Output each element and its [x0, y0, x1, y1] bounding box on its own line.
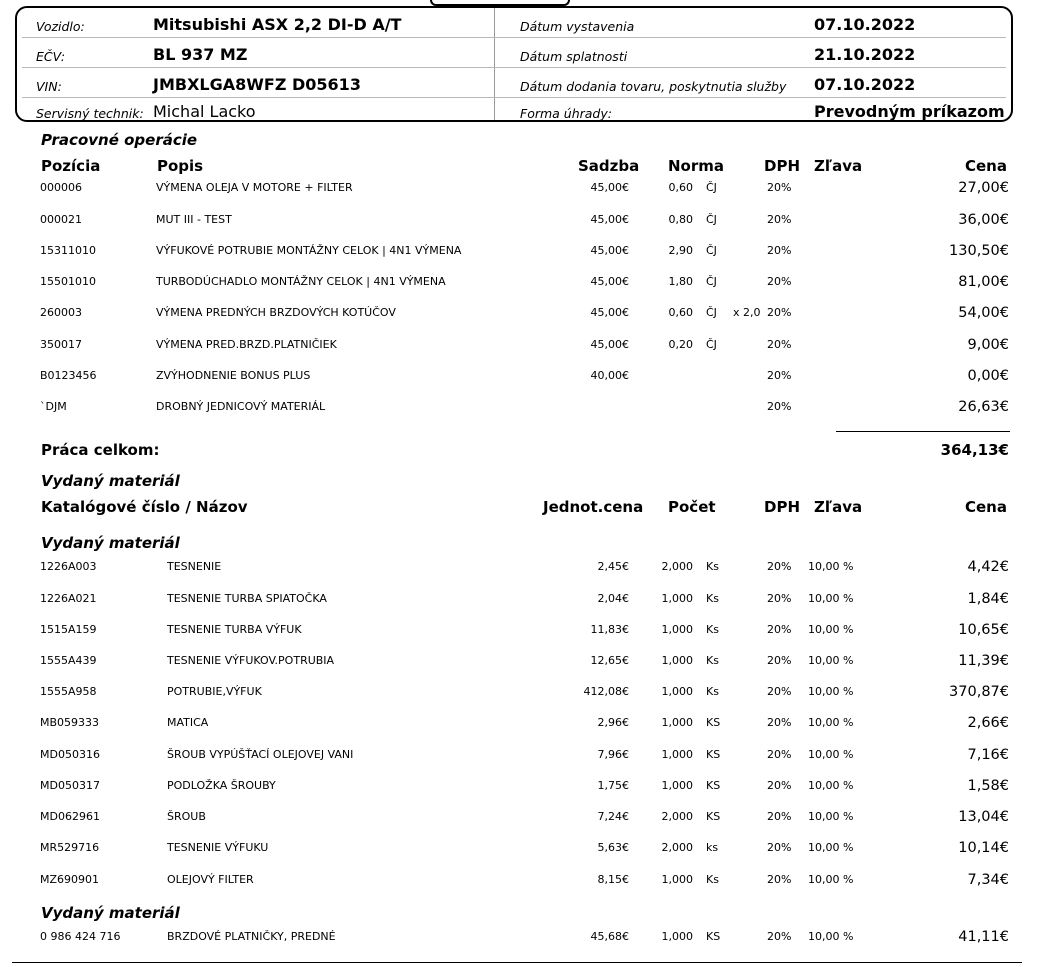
row-unit: Ks — [706, 685, 719, 698]
row-unit: ČJ — [706, 306, 717, 319]
work-row — [0, 306, 1057, 326]
row-unit: KS — [706, 779, 721, 792]
row-price: 26,63€ — [958, 399, 1009, 415]
row-quantity: 1,000 — [661, 716, 693, 729]
row-description: VÝMENA PREDNÝCH BRZDOVÝCH KOTÚČOV — [156, 306, 396, 319]
total-rule — [836, 431, 1010, 432]
row-catalog-number: 1515A159 — [40, 623, 97, 636]
row-price: 7,34€ — [967, 872, 1009, 888]
row-price: 11,39€ — [958, 653, 1009, 669]
vehicle-label: Vozidlo: — [36, 19, 85, 34]
plate-label: EČV: — [36, 49, 66, 64]
row-name: ŠROUB — [167, 810, 206, 823]
row-vat: 20% — [767, 716, 792, 729]
col-norm: Norma — [668, 157, 725, 175]
technician-label: Servisný technik: — [36, 106, 144, 121]
row-vat: 20% — [767, 400, 792, 413]
issue-date-value: 07.10.2022 — [814, 15, 916, 34]
row-quantity: 1,000 — [661, 779, 693, 792]
work-total-label: Práca celkom: — [41, 441, 160, 459]
col-description: Popis — [157, 157, 204, 175]
row-description: DROBNÝ JEDNICOVÝ MATERIÁL — [156, 400, 326, 413]
row-vat: 20% — [767, 306, 792, 319]
material-row — [0, 623, 1057, 643]
row-position: 000006 — [40, 181, 82, 194]
row-unit-price: 11,83€ — [590, 623, 629, 636]
row-vat: 20% — [767, 560, 792, 573]
row-position: B0123456 — [40, 369, 97, 382]
row-unit: ČJ — [706, 338, 717, 351]
row-unit: Ks — [706, 873, 719, 886]
row-name: POTRUBIE,VÝFUK — [167, 685, 262, 698]
material-row — [0, 930, 1057, 950]
row-unit-price: 7,96€ — [597, 748, 629, 761]
col-discount: Zľava — [814, 498, 863, 516]
row-unit: KS — [706, 716, 721, 729]
row-position: 15311010 — [40, 244, 96, 257]
row-unit-price: 45,68€ — [590, 930, 629, 943]
material-row — [0, 716, 1057, 736]
col-unit-price: Jednot.cena — [543, 498, 644, 516]
row-vat: 20% — [767, 779, 792, 792]
row-price: 7,16€ — [967, 747, 1009, 763]
row-price: 1,58€ — [967, 778, 1009, 794]
row-quantity: 1,000 — [661, 592, 693, 605]
row-quantity: 1,000 — [661, 873, 693, 886]
row-rate: 45,00€ — [590, 275, 629, 288]
row-name: TESNENIE TURBA VÝFUK — [167, 623, 302, 636]
row-unit-price: 2,45€ — [597, 560, 629, 573]
row-catalog-number: MD050317 — [40, 779, 100, 792]
col-quantity: Počet — [668, 498, 716, 516]
row-unit-price: 8,15€ — [597, 873, 629, 886]
row-norm: 2,90 — [668, 244, 693, 257]
row-name: TESNENIE TURBA SPIATOČKA — [167, 592, 327, 605]
row-unit: Ks — [706, 560, 719, 573]
row-unit: ks — [706, 841, 719, 854]
header-divider — [494, 8, 495, 120]
row-price: 0,00€ — [967, 368, 1009, 384]
row-rate: 45,00€ — [590, 338, 629, 351]
delivery-date-label: Dátum dodania tovaru, poskytnutia služby — [520, 79, 787, 94]
row-catalog-number: MD062961 — [40, 810, 100, 823]
row-description: ZVÝHODNENIE BONUS PLUS — [156, 369, 311, 382]
row-description: VÝMENA OLEJA V MOTORE + FILTER — [156, 181, 353, 194]
row-unit: ČJ — [706, 181, 717, 194]
material-section-title: Vydaný materiál — [41, 472, 180, 490]
due-date-label: Dátum splatnosti — [520, 49, 628, 64]
row-vat: 20% — [767, 873, 792, 886]
row-unit: KS — [706, 930, 721, 943]
row-name: PODLOŽKA ŠROUBY — [167, 779, 276, 792]
row-discount: 10,00 % — [808, 841, 854, 854]
row-discount: 10,00 % — [808, 930, 854, 943]
row-quantity: 1,000 — [661, 654, 693, 667]
row-unit-price: 7,24€ — [597, 810, 629, 823]
vin-label: VIN: — [36, 79, 62, 94]
row-price: 81,00€ — [958, 274, 1009, 290]
row-position: `DJM — [40, 400, 67, 413]
row-vat: 20% — [767, 369, 792, 382]
col-price: Cena — [965, 157, 1007, 175]
row-vat: 20% — [767, 841, 792, 854]
row-norm: 0,80 — [668, 213, 693, 226]
work-row — [0, 400, 1057, 420]
row-vat: 20% — [767, 244, 792, 257]
row-discount: 10,00 % — [808, 873, 854, 886]
row-vat: 20% — [767, 623, 792, 636]
row-norm: 1,80 — [668, 275, 693, 288]
row-discount: 10,00 % — [808, 560, 854, 573]
row-vat: 20% — [767, 930, 792, 943]
row-vat: 20% — [767, 338, 792, 351]
row-quantity: 1,000 — [661, 685, 693, 698]
row-quantity: 1,000 — [661, 930, 693, 943]
row-unit-price: 12,65€ — [590, 654, 629, 667]
technician-value: Michal Lacko — [153, 102, 256, 121]
row-discount: 10,00 % — [808, 716, 854, 729]
row-unit: KS — [706, 810, 721, 823]
row-norm: 0,60 — [668, 306, 693, 319]
row-discount: 10,00 % — [808, 654, 854, 667]
row-vat: 20% — [767, 592, 792, 605]
row-name: OLEJOVÝ FILTER — [167, 873, 254, 886]
vin-value: JMBXLGA8WFZ D05613 — [153, 75, 361, 94]
header-row-line — [22, 67, 1006, 68]
row-vat: 20% — [767, 748, 792, 761]
row-vat: 20% — [767, 654, 792, 667]
row-quantity: 2,000 — [661, 810, 693, 823]
row-price: 2,66€ — [967, 715, 1009, 731]
row-unit-price: 2,96€ — [597, 716, 629, 729]
row-catalog-number: 0 986 424 716 — [40, 930, 121, 943]
col-position: Pozícia — [41, 157, 101, 175]
row-unit: ČJ — [706, 275, 717, 288]
row-catalog-number: MD050316 — [40, 748, 100, 761]
material-row — [0, 560, 1057, 580]
payment-method-value: Prevodným príkazom — [814, 102, 1005, 121]
row-price: 10,14€ — [958, 840, 1009, 856]
vehicle-value: Mitsubishi ASX 2,2 DI-D A/T — [153, 15, 402, 34]
material-row — [0, 873, 1057, 893]
row-price: 1,84€ — [967, 591, 1009, 607]
invoice-header-box — [15, 6, 1013, 122]
row-description: MUT III - TEST — [156, 213, 232, 226]
row-discount: 10,00 % — [808, 779, 854, 792]
col-rate: Sadzba — [578, 157, 640, 175]
row-unit: ČJ — [706, 244, 717, 257]
row-quantity: 1,000 — [661, 623, 693, 636]
row-catalog-number: 1555A439 — [40, 654, 97, 667]
bottom-rule — [12, 962, 1022, 963]
issue-date-label: Dátum vystavenia — [520, 19, 635, 34]
row-catalog-number: MB059333 — [40, 716, 100, 729]
row-quantity: 2,000 — [661, 841, 693, 854]
row-price: 13,04€ — [958, 809, 1009, 825]
header-row-line — [22, 97, 1006, 98]
work-total-value: 364,13€ — [940, 441, 1009, 459]
material-row — [0, 748, 1057, 768]
row-price: 54,00€ — [958, 305, 1009, 321]
row-name: TESNENIE VÝFUKU — [167, 841, 269, 854]
material-group-title: Vydaný materiál — [41, 904, 180, 922]
work-row — [0, 244, 1057, 264]
row-rate: 45,00€ — [590, 213, 629, 226]
row-unit: KS — [706, 748, 721, 761]
row-vat: 20% — [767, 275, 792, 288]
material-row — [0, 654, 1057, 674]
material-row — [0, 810, 1057, 830]
row-unit-price: 412,08€ — [583, 685, 629, 698]
row-position: 000021 — [40, 213, 82, 226]
row-quantity: 2,000 — [661, 560, 693, 573]
payment-method-label: Forma úhrady: — [520, 106, 612, 121]
col-catalog: Katalógové číslo / Názov — [41, 498, 248, 516]
row-rate: 45,00€ — [590, 306, 629, 319]
due-date-value: 21.10.2022 — [814, 45, 916, 64]
row-vat: 20% — [767, 685, 792, 698]
work-row — [0, 213, 1057, 233]
row-discount: 10,00 % — [808, 810, 854, 823]
row-name: TESNENIE — [167, 560, 222, 573]
delivery-date-value: 07.10.2022 — [814, 75, 916, 94]
row-catalog-number: 1226A021 — [40, 592, 97, 605]
row-price: 36,00€ — [958, 212, 1009, 228]
row-catalog-number: 1555A958 — [40, 685, 97, 698]
row-name: ŠROUB VYPÚŠŤACÍ OLEJOVEJ VANI — [167, 748, 354, 761]
row-vat: 20% — [767, 810, 792, 823]
row-multiplier: x 2,0 — [733, 306, 761, 319]
row-name: BRZDOVÉ PLATNIČKY, PREDNÉ — [167, 930, 336, 943]
row-description: VÝMENA PRED.BRZD.PLATNIČIEK — [156, 338, 337, 351]
row-rate: 40,00€ — [590, 369, 629, 382]
row-norm: 0,20 — [668, 338, 693, 351]
material-row — [0, 685, 1057, 705]
row-catalog-number: 1226A003 — [40, 560, 97, 573]
row-discount: 10,00 % — [808, 748, 854, 761]
row-name: MATICA — [167, 716, 209, 729]
col-price: Cena — [965, 498, 1007, 516]
row-catalog-number: MR529716 — [40, 841, 100, 854]
row-description: TURBODÚCHADLO MONTÁŽNY CELOK | 4N1 VÝMENA — [156, 275, 446, 288]
plate-value: BL 937 MZ — [153, 45, 248, 64]
row-unit-price: 5,63€ — [597, 841, 629, 854]
row-price: 370,87€ — [949, 684, 1009, 700]
material-group-title: Vydaný materiál — [41, 534, 180, 552]
row-rate: 45,00€ — [590, 181, 629, 194]
row-price: 9,00€ — [967, 337, 1009, 353]
row-vat: 20% — [767, 213, 792, 226]
row-price: 4,42€ — [967, 559, 1009, 575]
row-price: 27,00€ — [958, 180, 1009, 196]
col-discount: Zľava — [814, 157, 863, 175]
row-price: 130,50€ — [949, 243, 1009, 259]
col-vat: DPH — [764, 157, 800, 175]
row-discount: 10,00 % — [808, 623, 854, 636]
row-unit-price: 2,04€ — [597, 592, 629, 605]
work-section-title: Pracovné operácie — [41, 131, 198, 149]
row-position: 15501010 — [40, 275, 96, 288]
row-unit-price: 1,75€ — [597, 779, 629, 792]
row-unit: Ks — [706, 654, 719, 667]
material-row — [0, 841, 1057, 861]
row-price: 10,65€ — [958, 622, 1009, 638]
row-rate: 45,00€ — [590, 244, 629, 257]
row-discount: 10,00 % — [808, 685, 854, 698]
work-row — [0, 338, 1057, 358]
row-unit: Ks — [706, 623, 719, 636]
work-row — [0, 181, 1057, 201]
row-quantity: 1,000 — [661, 748, 693, 761]
material-row — [0, 592, 1057, 612]
work-row — [0, 275, 1057, 295]
material-row — [0, 779, 1057, 799]
col-vat: DPH — [764, 498, 800, 516]
row-price: 41,11€ — [958, 929, 1009, 945]
row-position: 260003 — [40, 306, 82, 319]
row-position: 350017 — [40, 338, 82, 351]
row-catalog-number: MZ690901 — [40, 873, 100, 886]
row-description: VÝFUKOVÉ POTRUBIE MONTÁŽNY CELOK | 4N1 VÝMENA — [156, 244, 462, 257]
row-vat: 20% — [767, 181, 792, 194]
work-row — [0, 369, 1057, 389]
row-unit: Ks — [706, 592, 719, 605]
header-row-line — [22, 37, 1006, 38]
row-unit: ČJ — [706, 213, 717, 226]
row-discount: 10,00 % — [808, 592, 854, 605]
row-name: TESNENIE VÝFUKOV.POTRUBIA — [167, 654, 335, 667]
row-norm: 0,60 — [668, 181, 693, 194]
